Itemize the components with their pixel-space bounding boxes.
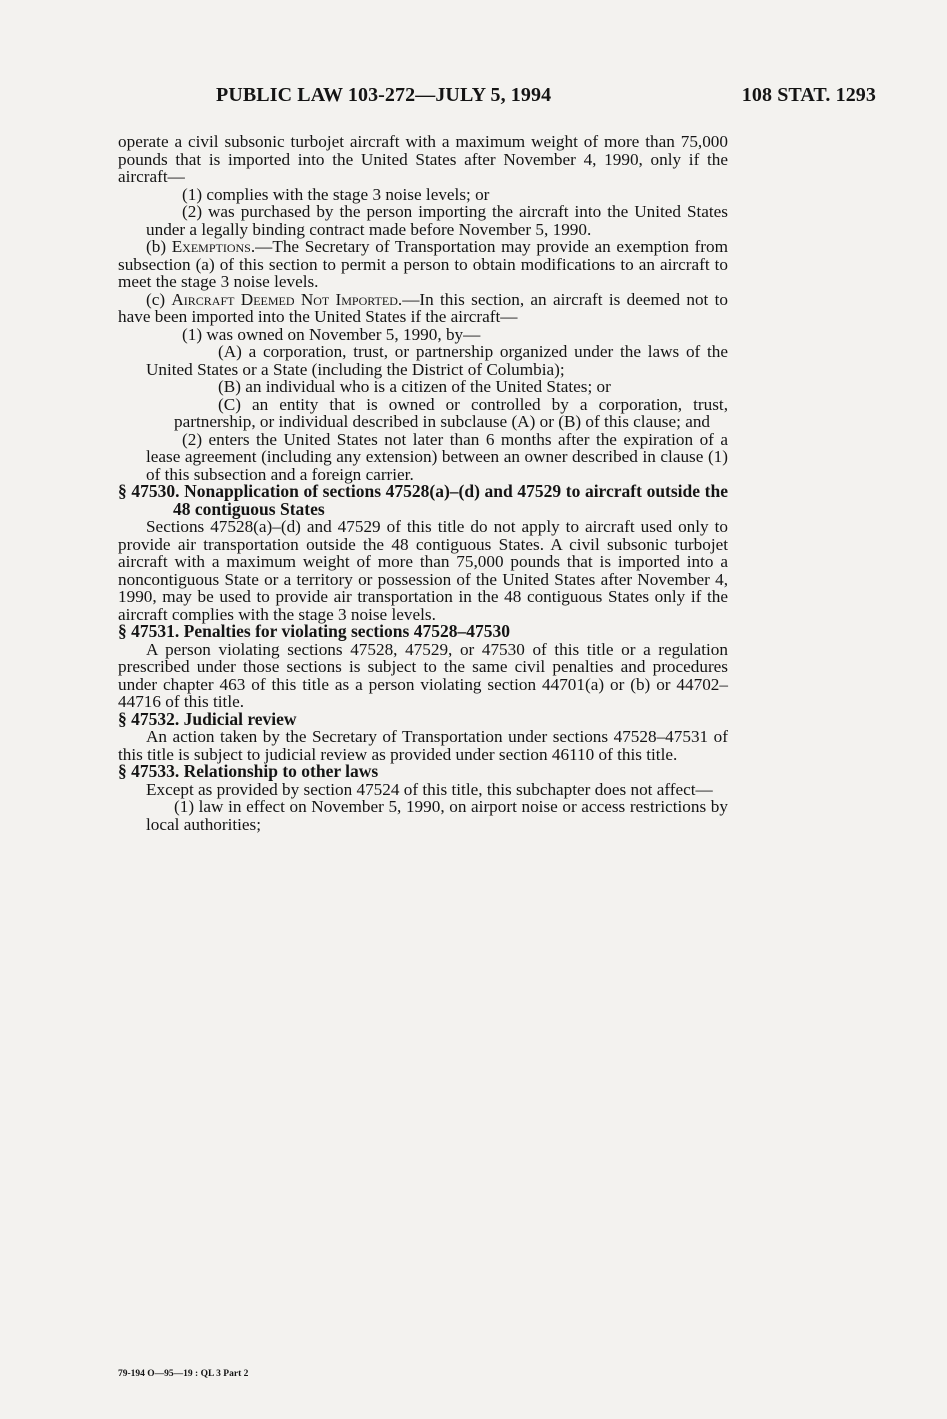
section-47530-heading: § 47530. Nonapplication of sections 47528(a)–(d) and 47529 to aircraft outside the 48 contiguous States xyxy=(118,481,728,519)
subsection-c: (c) Aircraft Deemed Not Imported.—In this section, an aircraft is deemed not to have been imported into the United States if the aircraft— xyxy=(118,289,729,326)
section-47531-heading: § 47531. Penalties for violating sections 47528–47530 xyxy=(118,621,510,641)
section-47531-text: A person violating sections 47528, 47529, or 47530 of this title or a regulation prescribed under those sections is subject to the same civil penalties and procedures under chapter 463 of this title as a person violating section 44701(a) or (b) or 44702–44716 of this title. xyxy=(118,639,728,711)
subsection-b-heading: Exemptions xyxy=(171,237,251,256)
clause-1: (1) complies with the stage 3 noise levels; or xyxy=(182,184,490,204)
clause-2: (2) was purchased by the person importing the aircraft into the United States under a legally binding contract made before November 5, 1990. xyxy=(146,202,728,239)
section-47532-text: An action taken by the Secretary of Transportation under sections 47528–47531 of this title is subject to judicial review as provided under section 46110 of this title. xyxy=(118,727,728,764)
subclause-c: (C) an entity that is owned or controlled by a corporation, trust, partnership, or individual described in subclause (A) or (B) of this clause; and xyxy=(174,394,728,431)
body-text xyxy=(118,133,728,833)
section-47533-text: Except as provided by section 47524 of this title, this subchapter does not affect— xyxy=(146,779,713,799)
section-47533-heading: § 47533. Relationship to other laws xyxy=(118,761,379,781)
print-footer: 79-194 O—95—19 : QL 3 Part 2 xyxy=(118,1369,249,1379)
clause-c-1: (1) was owned on November 5, 1990, by— xyxy=(182,324,481,344)
subsection-c-heading: Aircraft Deemed Not Imported xyxy=(171,289,398,309)
clause-c-2: (2) enters the United States not later than 6 months after the expiration of a lease agreement (including any extension) between an owner described in clause (1) of this subsection and a foreign carrier. xyxy=(146,429,728,484)
subclause-a: (A) a corporation, trust, or partnership organized under the laws of the United States or a State (including the District of Columbia); xyxy=(146,342,728,379)
paragraph-continuation: operate a civil subsonic turbojet aircraft with a maximum weight of more than 75,000 pounds that is imported into the United States after November 4, 1990, only if the aircraft— xyxy=(118,132,728,186)
section-47532-heading: § 47532. Judicial review xyxy=(118,708,297,729)
section-47533-item-1: (1) law in effect on November 5, 1990, on airport noise or access restrictions by local authorities; xyxy=(146,797,728,834)
subsection-b: (b) Exemptions.—The Secretary of Transportation may provide an exemption from subsection (a) of this section to permit a person to obtain modifications to an aircraft to meet the stage 3 noise levels. xyxy=(118,237,728,291)
stat-page-number: 108 STAT. 1293 xyxy=(741,84,876,106)
subclause-b: (B) an individual who is a citizen of the United States; or xyxy=(218,377,611,396)
section-47530-text: Sections 47528(a)–(d) and 47529 of this title do not apply to aircraft used only to provide air transportation outside the 48 contiguous States. A civil subsonic turbojet aircraft with a maximum weight of more than 75,000 pounds that is imported into a noncontiguous State or a territory or possession of the United States after November 4, 1990, may be used to provide air transportation in the 48 contiguous States only if the aircraft complies with the stage 3 noise levels. xyxy=(118,517,728,624)
public-law-title: PUBLIC LAW 103-272—JULY 5, 1994 xyxy=(216,84,552,106)
